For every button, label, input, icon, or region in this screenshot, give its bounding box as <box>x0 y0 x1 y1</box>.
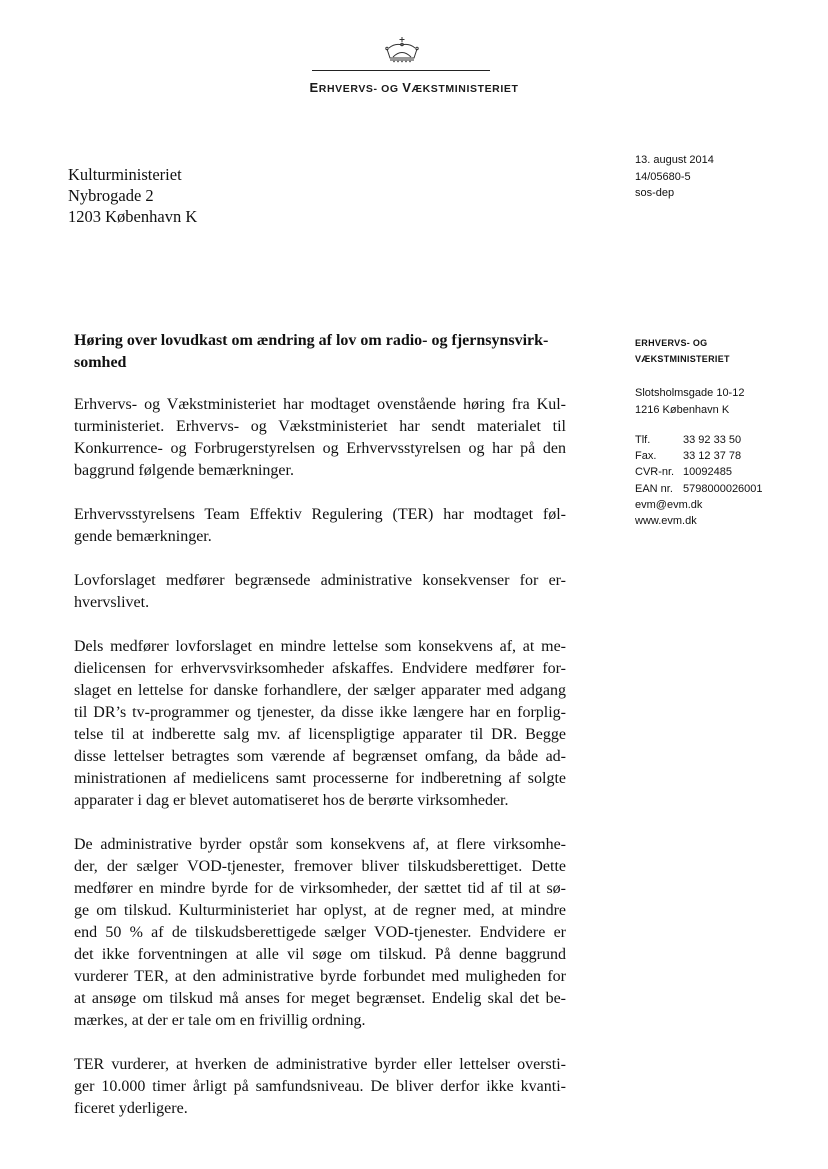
recipient-city: 1203 København K <box>68 207 198 226</box>
contact-row-fax: Fax. 33 12 37 78 <box>635 450 742 463</box>
paragraph-5: De administrative byrder opstår som konsekvens af, at flere virksomhe- der, der sælger VOD-tjenester, fremover bliver tilskudsberettiget. Dette medfører en mindre byrde for de virksomheder, der sættet tid af til at sø- ge om tilskud. Kulturministeriet har oplyst, at de regner med, at mindre end 50 % af de tilskudsberettigede sælger VOD-tjenester. Endvidere er det ikke forventningen at alle vil søge om tilskud. På denne baggrund vurderer TER, at den administrative byrde forbundet med muligheden for at ansøge om tilskud må anses for meget begrænset. Endelig skal det be- mærkes, at der er tale om en frivillig ordning. <box>74 836 566 1029</box>
recipient-name: Kulturministeriet <box>68 165 182 184</box>
letter-initials: sos-dep <box>635 187 675 199</box>
sender-address: Slotsholmsgade 10-12 1216 København K <box>635 387 745 416</box>
letter-date: 13. august 2014 <box>635 154 714 166</box>
paragraph-1: Erhvervs- og Vækstministeriet har modtaget ovenstående høring fra Kul- turministeriet. Erhvervs- og Vækstministeriet har sendt materialet til Konkurrence- og Forbrugerstyrelsen og Erhvervsstyrelsen og har på den baggrund følgende bemærkninger. <box>74 396 566 479</box>
contact-row-ean: EAN nr. 5798000026001 <box>635 482 763 495</box>
paragraph-3: Lovforslaget medfører begrænsede administrative konsekvenser for er- hvervslivet. <box>74 572 566 611</box>
contact-email: evm@evm.dk <box>635 498 703 511</box>
letter-body <box>74 330 566 1142</box>
recipient-street: Nybrogade 2 <box>68 186 154 205</box>
paragraph-2: Erhvervsstyrelsens Team Effektiv Regulering (TER) har modtaget føl- gende bemærkninger. <box>74 506 566 545</box>
royal-crown-icon <box>381 36 423 64</box>
sender-contact-details <box>635 432 763 529</box>
contact-website: www.evm.dk <box>635 515 697 528</box>
ministry-name: ERHVERVS- OG VÆKSTMINISTERIET <box>309 80 519 95</box>
paragraph-4: Dels medfører lovforslaget en mindre lettelse som konsekvens af, at me- dielicensen for erhvervsvirksomheder afskaffes. Endvidere medfører for- slaget en lettelse for danske forhandlere, der sælger apparater med adgang til DR’s tv-programmer og tjenester, da disse ikke længere har en forplig- telse til at indberette salg mv. af licenspligtige apparater til DR. Begge disse lettelser betragtes som værende af begrænset omfang, da både ad- ministrationen af medielicens samt processerne for indberetning af solgte apparater i dag er blevet automatiseret hos de berørte virksomheder. <box>74 638 566 809</box>
contact-row-cvr: CVR-nr. 10092485 <box>635 466 732 479</box>
recipient-address <box>68 164 197 227</box>
letter-meta <box>635 152 714 202</box>
paragraph-6: TER vurderer, at hverken de administrative byrder eller lettelser oversti- ger 10.000 timer årligt på samfundsniveau. De bliver derfor ikke kvanti- ficeret yderligere. <box>74 1056 566 1117</box>
letter-reference: 14/05680-5 <box>635 170 691 183</box>
contact-row-phone: Tlf. 33 92 33 50 <box>635 434 742 446</box>
header-divider <box>312 70 490 71</box>
sender-organization: ERHVERVS- OG VÆKSTMINISTERIET <box>635 338 730 364</box>
letter-subject: Høring over lovudkast om ændring af lov om radio- og fjernsynsvirk- somhed <box>74 332 549 371</box>
